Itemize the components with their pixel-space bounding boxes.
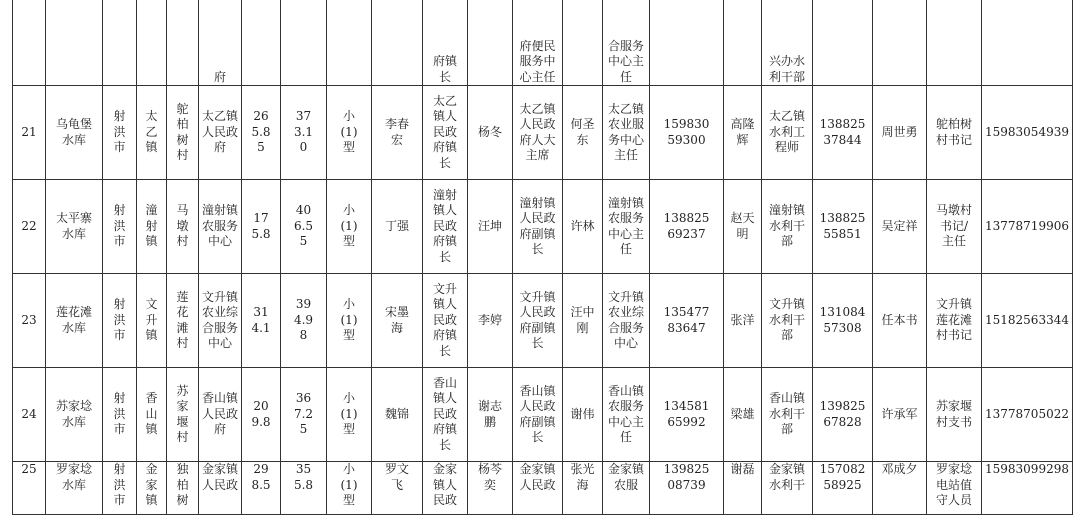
cell-text: 独柏树: [176, 462, 189, 507]
cell-city: [103, 86, 137, 180]
cell-p2: [468, 368, 513, 462]
cell-text: 潼射镇: [145, 203, 158, 249]
cell-text: 13882555851: [819, 211, 866, 241]
cell-text: 太平寨水库: [55, 211, 92, 241]
cell-text: 罗家埝水库: [55, 462, 92, 492]
cell-p5t: [927, 368, 982, 462]
cell-p1t: [423, 86, 468, 180]
cell-text: 丁强: [384, 218, 409, 233]
cell-text: 13778705022: [985, 406, 1069, 421]
cell-text: 鸵柏树村书记: [935, 117, 972, 147]
cell-text: 射洪市: [113, 203, 126, 249]
cell-text: 李春宏: [384, 117, 409, 147]
cell-name: [46, 462, 103, 515]
cell-no: [13, 462, 46, 515]
cell-village: [167, 180, 199, 274]
cell-no: [13, 274, 46, 368]
cell-text: 香山镇人民政府副镇长: [519, 383, 556, 444]
cell-v2: [281, 368, 327, 462]
cell-p3: [563, 180, 603, 274]
cell-p4: [724, 368, 762, 462]
cell-p5tel: [982, 368, 1073, 462]
cell-text: 25: [21, 462, 37, 476]
cell-p3: [563, 274, 603, 368]
cell-city: [103, 274, 137, 368]
cell-city: [103, 180, 137, 274]
cell-p4tel: [813, 180, 873, 274]
cell-text: 射洪市: [113, 297, 126, 343]
cell-p3tel: [650, 368, 724, 462]
cell-text: 金家镇农服: [607, 462, 644, 492]
cell-text: 文升镇水利干部: [768, 297, 805, 343]
cell-text: 马墩村: [176, 203, 189, 249]
cell-text: 394.98: [293, 297, 314, 343]
cell-text: 香山镇农服务中心主任: [607, 383, 644, 444]
cell-type: [327, 368, 372, 462]
cell-text: 15983054939: [985, 124, 1069, 139]
cell-name: [46, 368, 103, 462]
cell-text: 太乙镇人民政府镇长: [432, 93, 457, 170]
cell-p2t: [513, 86, 563, 180]
cell-p5: [873, 180, 927, 274]
cell-p2t: [513, 274, 563, 368]
cell-p5: [873, 462, 927, 515]
cell-type: [327, 462, 372, 515]
cell-p5t: [927, 86, 982, 180]
cell-village: [167, 86, 199, 180]
cell-text: 406.55: [293, 203, 314, 249]
cell-text: 298.5: [251, 462, 271, 492]
cell-p3tel: [650, 180, 724, 274]
cell-v2: [281, 180, 327, 274]
cell-unit: [199, 462, 242, 515]
cell-p3t: [603, 274, 650, 368]
cell-p4t: [762, 274, 813, 368]
cell-text: 367.25: [293, 391, 314, 437]
cell-no: [13, 368, 46, 462]
cell-p3t: [603, 86, 650, 180]
cell-text: 15983059300: [663, 117, 710, 147]
cell-text: 文升镇农业综合服务中心: [607, 289, 644, 350]
cell-p4tel: [813, 274, 873, 368]
cell-no: [13, 86, 46, 180]
cell-text: 苏家堰村支书: [935, 399, 972, 429]
cell-text: 文升镇农业综合服务中心: [201, 289, 238, 350]
cell-text: 太乙镇人民政府人大主席: [519, 101, 556, 162]
cell-p3t: [603, 368, 650, 462]
cell-text: 香山镇水利干部: [768, 391, 805, 437]
cell-title: 兴办水利干部: [768, 54, 805, 84]
cell-text: 周世勇: [881, 124, 918, 139]
cell-title: 合服务中心主任: [607, 38, 644, 84]
cell-text: 何圣东: [570, 117, 595, 147]
cell-text: 汪中刚: [570, 305, 595, 335]
cell-text: 13882537844: [819, 117, 866, 147]
cell-p4tel: [813, 368, 873, 462]
cell-town: [137, 462, 167, 515]
table-row: [13, 274, 1073, 368]
cell-text: 邓成夕: [881, 462, 918, 476]
cell-p5: [873, 86, 927, 180]
cell-p2: [468, 462, 513, 515]
cell-name: [46, 274, 103, 368]
cell-p3: [563, 86, 603, 180]
cell-village: [167, 462, 199, 515]
cell-p1: [372, 462, 423, 515]
cell-text: 李婷: [477, 312, 502, 327]
cell-p2: [468, 86, 513, 180]
cell-unit: [199, 86, 242, 180]
cell-p4tel: [813, 86, 873, 180]
cell-text: 314.1: [251, 305, 271, 335]
cell-v1: [242, 180, 281, 274]
cell-text: 373.10: [293, 109, 314, 155]
cell-text: 13458165992: [663, 399, 710, 429]
cell-text: 金家镇人民政: [519, 462, 556, 492]
table-row-continued: [13, 0, 1073, 86]
cell-text: 许承军: [881, 406, 918, 421]
cell-p2t: [513, 368, 563, 462]
cell-unit: [199, 274, 242, 368]
cell-p3t: [603, 462, 650, 515]
cell-text: 宋墨海: [384, 305, 409, 335]
cell-text: 13882569237: [663, 211, 710, 241]
cell-text: 高隆辉: [730, 117, 755, 147]
cell-text: 罗家埝电站值守人员: [935, 462, 972, 507]
cell-text: 小(1)型: [340, 109, 358, 155]
table-row: [13, 368, 1073, 462]
cell-text: 22: [21, 218, 37, 233]
cell-text: 文升镇人民政府副镇长: [519, 289, 556, 350]
cell-text: 355.8: [293, 462, 314, 492]
cell-text: 小(1)型: [340, 391, 358, 437]
cell-p1t: [423, 274, 468, 368]
cell-text: 小(1)型: [340, 462, 358, 507]
cell-p1: [372, 180, 423, 274]
cell-text: 文升镇莲花滩村书记: [935, 297, 972, 343]
reservoir-responsibility-table: [12, 0, 1073, 515]
cell-p3: [563, 462, 603, 515]
cell-text: 梁雄: [730, 406, 755, 421]
cell-p5t: [927, 180, 982, 274]
cell-name: [46, 86, 103, 180]
cell-village: [167, 274, 199, 368]
cell-text: 金家镇: [145, 462, 158, 507]
cell-text: 香山镇人民政府镇长: [432, 375, 457, 452]
cell-text: 13982508739: [663, 462, 710, 492]
cell-unit: [199, 180, 242, 274]
cell-city: [103, 368, 137, 462]
cell-p4t: [762, 462, 813, 515]
cell-city: [103, 462, 137, 515]
cell-v2: [281, 462, 327, 515]
cell-p3tel: [650, 274, 724, 368]
cell-town: [137, 274, 167, 368]
cell-text: 13547783647: [663, 305, 710, 335]
cell-text: 香山镇人民政府: [201, 391, 238, 437]
cell-text: 乌龟堡水库: [55, 117, 92, 147]
cell-town: [137, 86, 167, 180]
cell-text: 谢磊: [730, 462, 755, 476]
cell-text: 潼射镇水利干部: [768, 203, 805, 249]
cell-text: 杨冬: [477, 124, 502, 139]
cell-v1: [242, 368, 281, 462]
cell-v1: [242, 274, 281, 368]
cell-p1: [372, 368, 423, 462]
cell-text: 太乙镇农业服务中心主任: [607, 101, 644, 162]
cell-p2: [468, 274, 513, 368]
cell-text: 金家镇人民政: [201, 462, 238, 492]
cell-text: 汪坤: [477, 218, 502, 233]
cell-text: 金家镇人民政: [432, 462, 457, 507]
cell-text: 潼射镇人民政府镇长: [432, 187, 457, 264]
cell-p2: [468, 180, 513, 274]
cell-text: 射洪市: [113, 109, 126, 155]
cell-text: 13982567828: [819, 399, 866, 429]
cell-text: 24: [21, 406, 37, 421]
cell-text: 张光海: [570, 462, 595, 492]
cell-p5tel: [982, 180, 1073, 274]
cell-text: 15708258925: [819, 462, 866, 492]
cell-v1: [242, 462, 281, 515]
cell-text: 莲花滩村: [176, 289, 189, 350]
cell-type: [327, 180, 372, 274]
cell-town: [137, 368, 167, 462]
cell-text: 潼射镇人民政府副镇长: [519, 195, 556, 256]
cell-v2: [281, 274, 327, 368]
cell-text: 任本书: [881, 312, 918, 327]
cell-p4t: [762, 86, 813, 180]
cell-text: 谢伟: [570, 406, 595, 421]
cell-text: 太乙镇水利工程师: [768, 109, 805, 155]
cell-text: 香山镇: [145, 391, 158, 437]
cell-text: 15983099298: [985, 462, 1069, 476]
cell-p1: [372, 86, 423, 180]
cell-text: 射洪市: [113, 462, 126, 507]
cell-village: [167, 368, 199, 462]
cell-title: 府镇长: [432, 54, 457, 84]
cell-p1t: [423, 462, 468, 515]
cell-p5: [873, 368, 927, 462]
cell-text: 13778719906: [985, 218, 1069, 233]
cell-p5t: [927, 462, 982, 515]
cell-p2t: [513, 462, 563, 515]
cell-text: 许林: [570, 218, 595, 233]
cell-text: 杨芩奕: [477, 462, 502, 492]
cell-unit: 府: [213, 69, 226, 84]
cell-text: 谢志鹏: [477, 399, 502, 429]
cell-p1t: [423, 368, 468, 462]
cell-town: [137, 180, 167, 274]
cell-p3: [563, 368, 603, 462]
cell-p3tel: [650, 462, 724, 515]
cell-text: 魏锦: [384, 406, 409, 421]
cell-text: 潼射镇农服务中心主任: [607, 195, 644, 256]
cell-text: 苏家堰村: [176, 383, 189, 444]
cell-v2: [281, 86, 327, 180]
cell-text: 文升镇: [145, 297, 158, 343]
cell-title: 府便民服务中心主任: [519, 38, 556, 84]
cell-p4: [724, 86, 762, 180]
cell-text: 小(1)型: [340, 297, 358, 343]
cell-text: 265.85: [251, 109, 271, 155]
cell-text: 太乙镇: [145, 109, 158, 155]
cell-text: 23: [21, 312, 37, 327]
cell-name: [46, 180, 103, 274]
cell-text: 金家镇水利干: [768, 462, 805, 492]
cell-p4: [724, 462, 762, 515]
cell-text: 太乙镇人民政府: [201, 109, 238, 155]
cell-text: 罗文飞: [384, 462, 409, 492]
cell-text: 13108457308: [819, 305, 866, 335]
cell-unit: [199, 368, 242, 462]
table-row: [13, 180, 1073, 274]
cell-no: [13, 180, 46, 274]
cell-type: [327, 86, 372, 180]
cell-text: 21: [21, 124, 37, 139]
cell-p1: [372, 274, 423, 368]
cell-p3tel: [650, 86, 724, 180]
table-row: [13, 462, 1073, 515]
cell-type: [327, 274, 372, 368]
cell-p5tel: [982, 86, 1073, 180]
cell-text: 赵天明: [730, 211, 755, 241]
cell-p3t: [603, 180, 650, 274]
cell-p4: [724, 274, 762, 368]
cell-p5tel: [982, 274, 1073, 368]
cell-text: 175.8: [251, 211, 271, 241]
cell-text: 15182563344: [985, 312, 1069, 327]
cell-text: 张洋: [730, 312, 755, 327]
cell-p2t: [513, 180, 563, 274]
cell-text: 鸵柏树村: [176, 101, 189, 162]
cell-v1: [242, 86, 281, 180]
cell-p5t: [927, 274, 982, 368]
table-row: [13, 86, 1073, 180]
cell-text: 莲花滩水库: [55, 305, 92, 335]
cell-p4: [724, 180, 762, 274]
cell-p4tel: [813, 462, 873, 515]
cell-text: 吴定祥: [881, 218, 918, 233]
cell-p1t: [423, 180, 468, 274]
cell-p4t: [762, 180, 813, 274]
cell-p5tel: [982, 462, 1073, 515]
cell-text: 文升镇人民政府镇长: [432, 281, 457, 358]
cell-p5: [873, 274, 927, 368]
cell-text: 209.8: [251, 399, 271, 429]
cell-text: 苏家埝水库: [55, 399, 92, 429]
cell-text: 潼射镇农服务中心: [201, 203, 238, 249]
cell-p4t: [762, 368, 813, 462]
cell-text: 小(1)型: [340, 203, 358, 249]
cell-text: 射洪市: [113, 391, 126, 437]
cell-text: 马墩村书记/主任: [935, 203, 972, 249]
